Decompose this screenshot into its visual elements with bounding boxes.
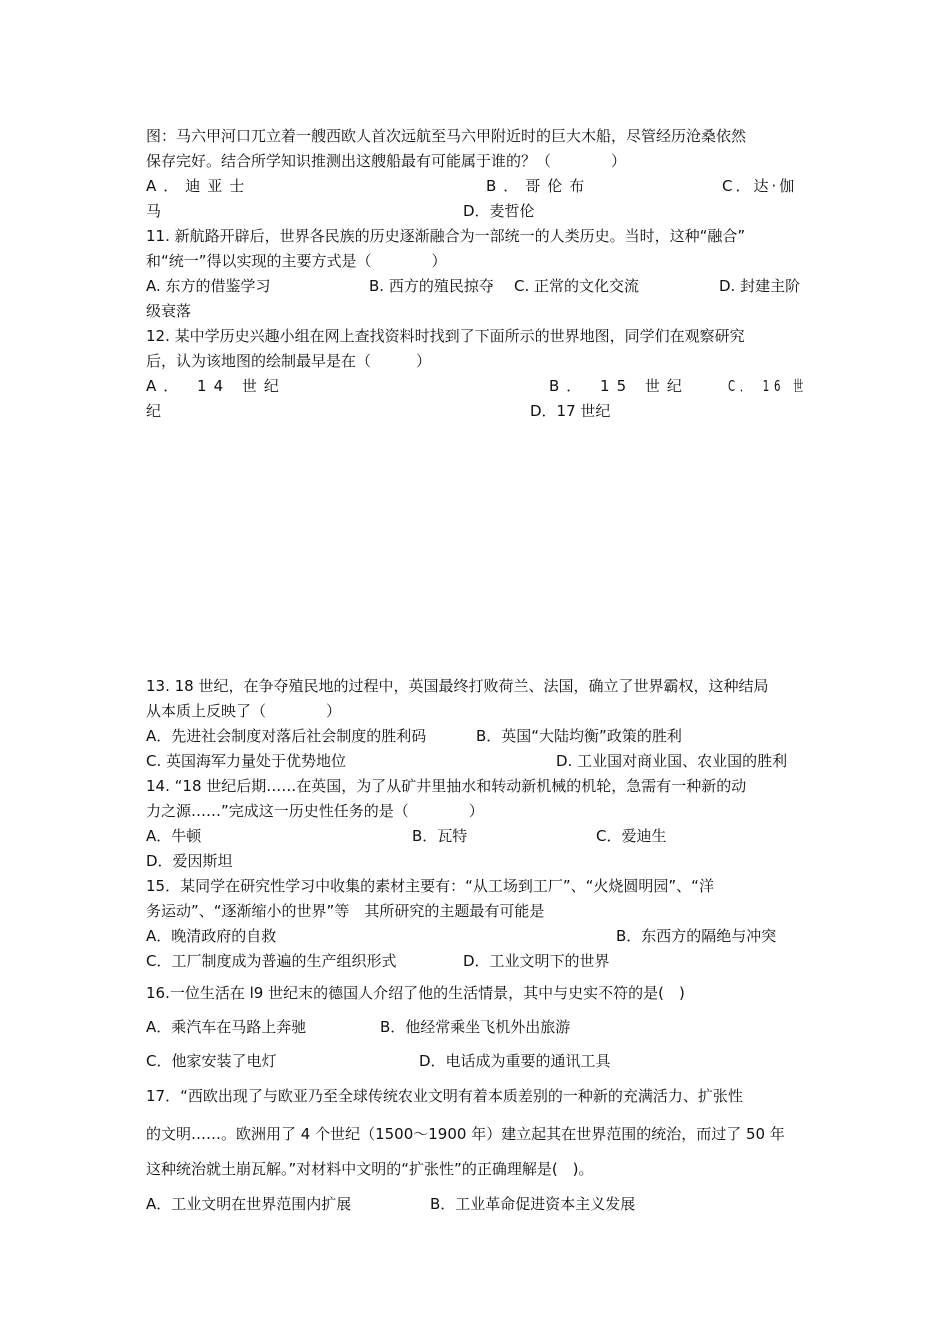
question-stem: 15．某同学在研究性学习中收集的素材主要有：“从工场到工厂”、“火烧圆明园”、“洋	[146, 877, 714, 895]
option-b: B．工业革命促进资本主义发展	[430, 1195, 636, 1213]
option-c-continued: 纪	[146, 402, 162, 420]
option-d-continued: 级衰落	[146, 302, 192, 320]
option-d: D．电话成为重要的通讯工具	[419, 1052, 611, 1070]
question-stem: 11. 新航路开辟后，世界各民族的历史逐渐融合为一部统一的人类历史。当时，这种“融合”	[146, 227, 746, 245]
option-d: D．爱因斯坦	[146, 852, 233, 870]
option-a: A．先进社会制度对落后社会制度的胜利码	[146, 727, 427, 745]
question-stem: 力之源……”完成这一历史性任务的是（ ）	[146, 802, 484, 820]
option-c: C．他家安装了电灯	[146, 1052, 277, 1070]
option-b: B．东西方的隔绝与冲突	[616, 927, 777, 945]
option-c: C． 16 世	[728, 377, 809, 395]
option-b: B．英国“大陆均衡”政策的胜利	[476, 727, 682, 745]
question-stem: 17．“西欧出现了与欧亚乃至全球传统农业文明有着本质差别的一种新的充满活力、扩张性	[146, 1087, 743, 1105]
option-a: A．晚清政府的自救	[146, 927, 277, 945]
option-c: C．爱迪生	[596, 827, 667, 845]
option-b: B．他经常乘坐飞机外出旅游	[380, 1018, 571, 1036]
option-a: A．牛顿	[146, 827, 202, 845]
question-stem: 12. 某中学历史兴趣小组在网上查找资料时找到了下面所示的世界地图，同学们在观察研究	[146, 327, 745, 345]
option-d: D. 工业国对商业国、农业国的胜利	[556, 752, 788, 770]
option-b: B．瓦特	[412, 827, 468, 845]
question-stem: 图：马六甲河口兀立着一艘西欧人首次远航至马六甲附近时的巨大木船，尽管经历沧桑依然	[146, 127, 747, 145]
option-c: C．工厂制度成为普遍的生产组织形式	[146, 952, 397, 970]
question-stem: 16.一位生活在 l9 世纪末的德国人介绍了他的生活情景，其中与史实不符的是( )	[146, 984, 685, 1002]
question-stem: 务运动”、“逐渐缩小的世界”等 其所研究的主题最有可能是	[146, 902, 545, 920]
option-a: A．迪亚士	[146, 177, 252, 195]
option-c: C. 正常的文化交流	[514, 277, 640, 295]
question-stem: 的文明……。欧洲用了 4 个世纪（1500～1900 年）建立起其在世界范围的统治，而过了 50 年	[146, 1125, 785, 1143]
question-stem: 从本质上反映了（ ）	[146, 702, 342, 720]
option-b: B． 15 世纪	[549, 377, 689, 395]
question-stem: 这种统治就土崩瓦解。”对材料中文明的“扩张性”的正确理解是( )。	[146, 1160, 594, 1178]
option-a: A．工业文明在世界范围内扩展	[146, 1195, 352, 1213]
option-d: D．工业文明下的世界	[463, 952, 610, 970]
option-c: C. 英国海军力量处于优势地位	[146, 752, 347, 770]
option-b: B．哥伦布	[486, 177, 592, 195]
question-stem: 13. 18 世纪，在争夺殖民地的过程中，英国最终打败荷兰、法国，确立了世界霸权，这种结局	[146, 677, 769, 695]
option-b: B. 西方的殖民掠夺	[369, 277, 494, 295]
option-a: A．乘汽车在马路上奔驰	[146, 1018, 307, 1036]
option-d: D．17 世纪	[530, 402, 611, 420]
question-stem: 保存完好。结合所学知识推测出这艘船最有可能属于谁的？（ ）	[146, 152, 627, 170]
option-c-continued: 马	[146, 202, 162, 220]
option-d: D．麦哲伦	[463, 202, 535, 220]
option-a: A． 14 世纪	[146, 377, 286, 395]
option-d: D. 封建主阶	[719, 277, 801, 295]
question-stem: 后，认为该地图的绘制最早是在（ ）	[146, 352, 432, 370]
question-stem: 和“统一”得以实现的主要方式是（ ）	[146, 252, 447, 270]
option-a: A. 东方的借鉴学习	[146, 277, 271, 295]
option-c: C．达·伽	[722, 177, 798, 195]
question-stem: 14. “18 世纪后期……在英国，为了从矿井里抽水和转动新机械的机轮，急需有一种新的动	[146, 777, 747, 795]
